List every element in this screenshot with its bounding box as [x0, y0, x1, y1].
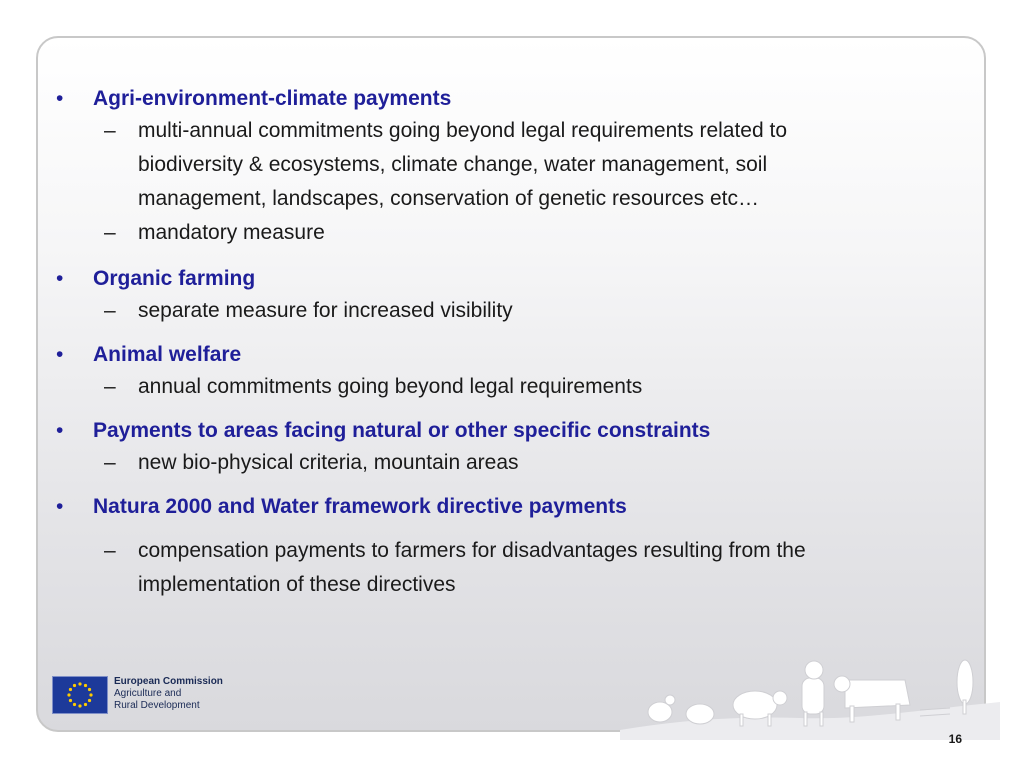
eu-star: [67, 693, 70, 696]
sub-dash: –: [104, 539, 116, 562]
sub-item: [93, 216, 976, 250]
sub-line: biodiversity & ecosystems, climate change, water management, soil: [138, 153, 768, 176]
farm-animals-illustration: [620, 650, 1000, 740]
sub-item: [93, 446, 976, 480]
sub-dash: –: [104, 299, 116, 322]
eu-star: [69, 699, 72, 702]
sub-line: implementation of these directives: [138, 573, 456, 596]
dept-line-1: Agriculture and: [114, 688, 182, 699]
sub-line: multi-annual commitments going beyond legal requirements related to: [138, 119, 788, 142]
sub-list: [93, 446, 976, 480]
sub-dash: –: [104, 119, 116, 142]
bullet-dot: •: [56, 495, 64, 518]
eu-star: [88, 688, 91, 691]
bullet-item: [56, 492, 976, 602]
bullet-item: [56, 340, 976, 404]
bullet-title: Organic farming: [93, 267, 256, 290]
eu-star: [88, 699, 91, 702]
org-name: European Commission: [114, 676, 223, 687]
sub-dash: –: [104, 221, 116, 244]
bullet-item: [56, 264, 976, 328]
eu-star: [78, 704, 81, 707]
sub-list: [93, 114, 976, 250]
bullet-title: Animal welfare: [93, 343, 242, 366]
sub-item: [93, 370, 976, 404]
bullet-dot: •: [56, 343, 64, 366]
eu-star: [89, 693, 92, 696]
eu-star: [78, 682, 81, 685]
eu-star: [84, 703, 87, 706]
sub-line: annual commitments going beyond legal requirements: [138, 375, 643, 398]
page-number: 16: [948, 732, 962, 746]
eu-star: [73, 703, 76, 706]
bullet-title: Agri-environment-climate payments: [93, 87, 452, 110]
sub-list: [93, 294, 976, 328]
bullet-dot: •: [56, 419, 64, 442]
sub-list: [93, 370, 976, 404]
eu-star: [84, 684, 87, 687]
dept-line-2: Rural Development: [114, 700, 200, 711]
bullet-item: [56, 84, 976, 250]
eu-star: [69, 688, 72, 691]
sub-dash: –: [104, 375, 116, 398]
sub-line: separate measure for increased visibility: [138, 299, 513, 322]
eu-star: [73, 684, 76, 687]
logo-text: [114, 676, 223, 712]
european-commission-logo: [52, 676, 242, 716]
eu-flag-icon: [52, 676, 108, 714]
sub-item: [93, 294, 976, 328]
sub-line: mandatory measure: [138, 221, 325, 244]
bullet-title: Natura 2000 and Water framework directive payments: [93, 495, 627, 518]
sub-line: compensation payments to farmers for disadvantages resulting from the: [138, 539, 806, 562]
sub-dash: –: [104, 451, 116, 474]
bullet-title: Payments to areas facing natural or other specific constraints: [93, 419, 711, 442]
sub-line: new bio-physical criteria, mountain areas: [138, 451, 519, 474]
sub-item: [93, 114, 976, 216]
bullet-list: [56, 84, 976, 602]
sub-line: management, landscapes, conservation of genetic resources etc…: [138, 187, 760, 210]
bullet-dot: •: [56, 87, 64, 110]
sub-list: [93, 534, 976, 602]
bullet-item: [56, 416, 976, 480]
sub-item: [93, 534, 976, 602]
bullet-dot: •: [56, 267, 64, 290]
